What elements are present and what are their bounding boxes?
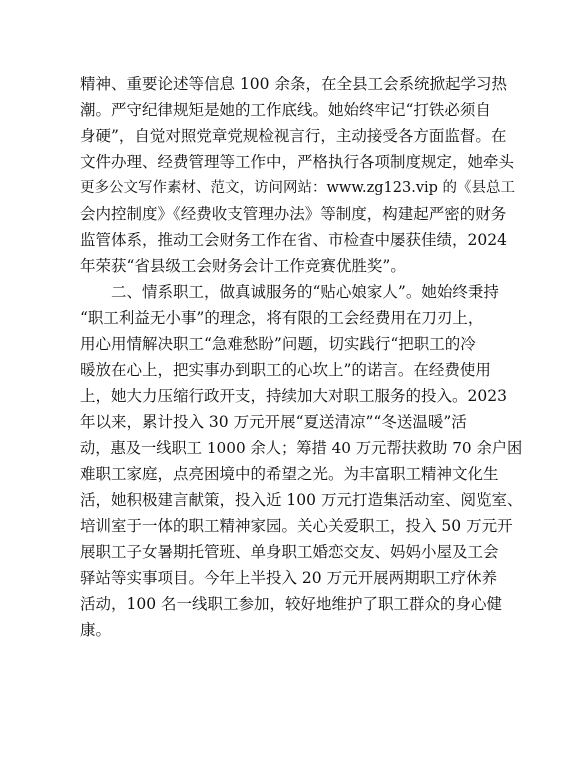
text-line-with-website: 更多公文写作素材、范文，访问网站：www.zg123.vip 的《县总工 — [80, 180, 516, 196]
text-line: 上，她大力压缩行政开支，持续加大对职工服务的投入。2023 — [80, 387, 507, 405]
text-line: 暖放在心上，把实事办到职工的心坎上”的诺言。在经费使用 — [80, 361, 491, 379]
text-line: 会内控制度》《经费收支管理办法》等制度，构建起严密的财务 — [80, 205, 507, 223]
text-line: 动，惠及一线职工 1000 余人；筹措 40 万元帮扶救助 70 余户困 — [80, 439, 523, 457]
text-line: 年荣获“省县级工会财务会计工作竞赛优胜奖”。 — [80, 257, 406, 275]
text-line: 用心用情解决职工“急难愁盼”问题，切实践行“把职工的冷 — [80, 335, 476, 353]
paragraph-discipline — [80, 71, 522, 279]
text-line: 培训室于一体的职工精神家园。关心关爱职工，投入 50 万元开 — [80, 517, 513, 535]
text-line: 活动，100 名一线职工参加，较好地维护了职工群众的身心健 — [80, 595, 503, 613]
text-line: 精神、重要论述等信息 100 余条，在全县工会系统掀起学习热 — [80, 75, 507, 93]
paragraph-serving-workers — [80, 279, 522, 643]
text-line: 监管体系，推动工会财务工作在省、市检查中屡获佳绩，2024 — [80, 231, 507, 249]
text-line: 文件办理、经费管理等工作中，严格执行各项制度规定，她牵头 — [80, 153, 515, 171]
text-line: 年以来，累计投入 30 万元开展“夏送清凉”“冬送温暖”活 — [80, 413, 467, 431]
text-line: 驿站等实事项目。今年上半投入 20 万元开展两期职工疗休养 — [80, 569, 498, 587]
text-line: 展职工子女暑期托管班、单身职工婚恋交友、妈妈小屋及工会 — [80, 543, 499, 561]
text-line: 潮。严守纪律规矩是她的工作底线。她始终牢记“打铁必须自 — [80, 101, 491, 119]
text-line: 活，她积极建言献策，投入近 100 万元打造集活动室、阅览室、 — [80, 491, 523, 509]
section-heading-line: 二、情系职工，做真诚服务的“贴心娘家人”。她始终秉持 — [111, 283, 499, 301]
text-line: “职工利益无小事”的理念，将有限的工会经费用在刀刃上， — [80, 309, 484, 327]
text-line: 难职工家庭，点亮困境中的希望之光。为丰富职工精神文化生 — [80, 465, 499, 483]
text-line: 身硬”，自觉对照党章党规检视言行，主动接受各方面监督。在 — [80, 127, 507, 145]
text-line: 康。 — [80, 621, 112, 639]
document-body — [80, 71, 522, 643]
